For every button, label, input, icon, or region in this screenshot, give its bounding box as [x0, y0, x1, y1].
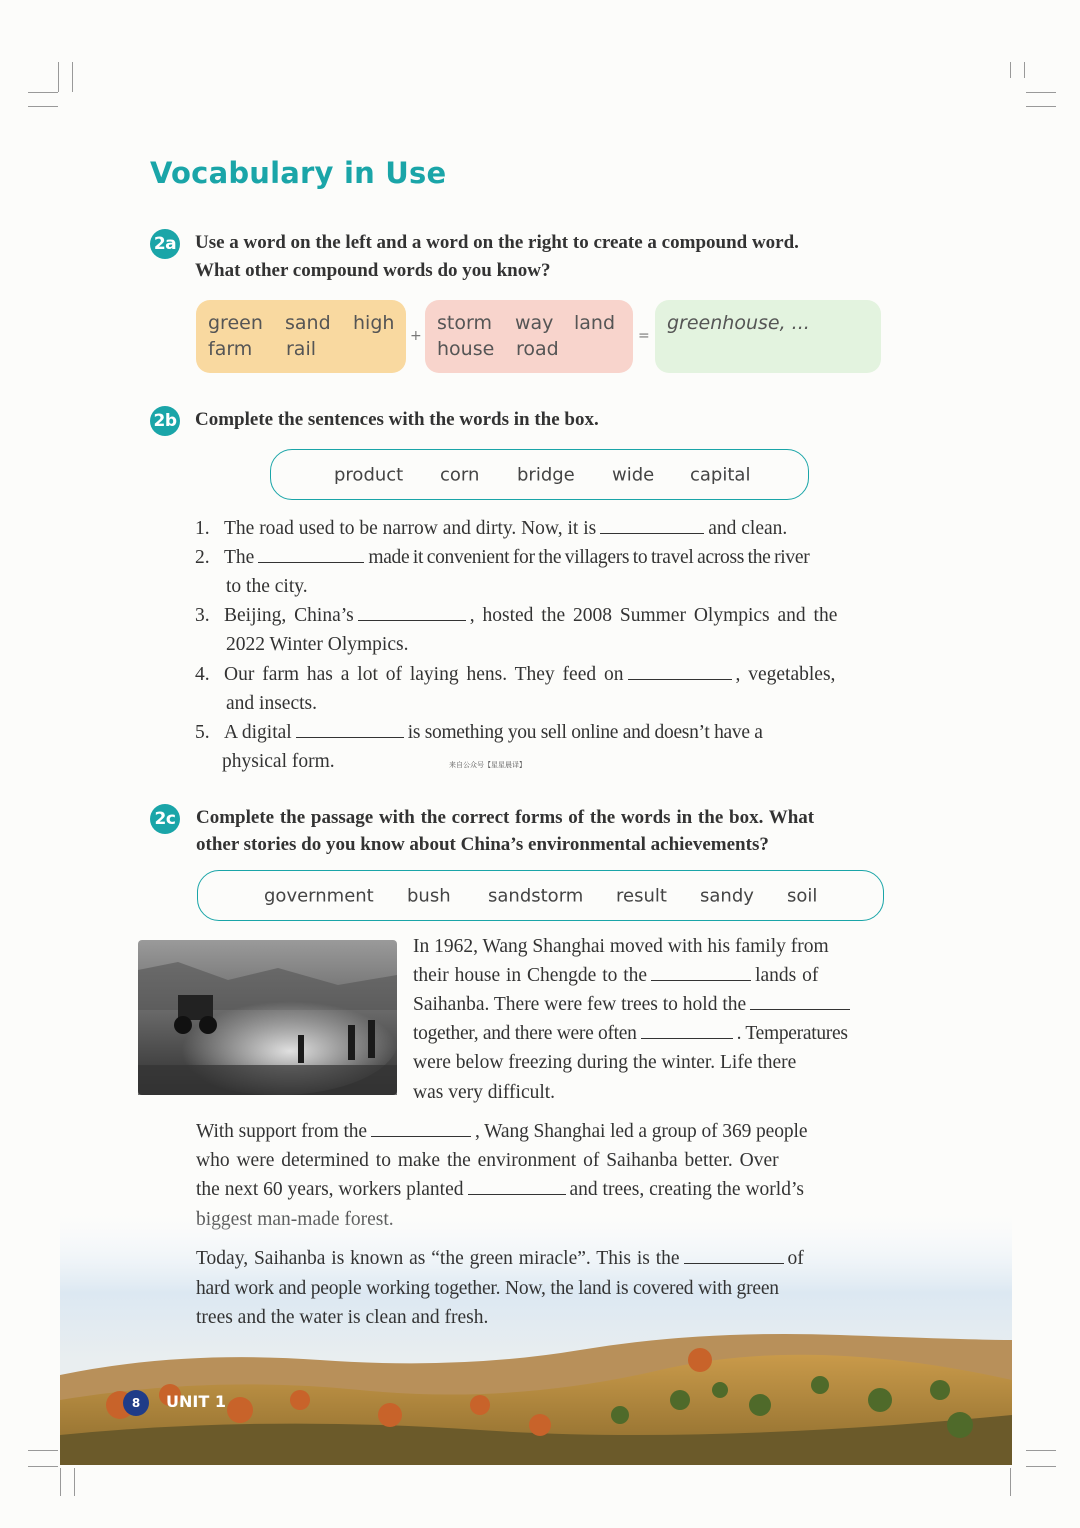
sentence-3-cont: 2022 Winter Olympics.	[226, 634, 409, 655]
sentence-text: A digital	[224, 722, 292, 743]
passage-text: Today, Saihanba is known as “the green miracle”. This is the	[196, 1248, 680, 1269]
word-wide: wide	[612, 464, 655, 485]
answer-blank[interactable]	[651, 979, 751, 981]
answer-blank[interactable]	[296, 736, 404, 738]
sentence-5-cont: physical form.	[222, 751, 335, 772]
word-box-2b	[270, 449, 809, 500]
passage-p3-line1	[196, 1248, 804, 1270]
crop-mark	[1026, 1466, 1056, 1467]
word-bush: bush	[407, 885, 451, 906]
sentence-2	[224, 547, 809, 569]
landscape-photo	[60, 1200, 1012, 1465]
answer-blank[interactable]	[468, 1193, 566, 1195]
word-product: product	[334, 464, 404, 485]
answer-blank[interactable]	[258, 561, 364, 563]
instruction-2b: Complete the sentences with the words in the box.	[195, 409, 599, 430]
sentence-text: The road used to be narrow and dirty. Now, it is	[224, 518, 597, 539]
passage-p3-line3: trees and the water is clean and fresh.	[196, 1307, 489, 1328]
badge-2b: 2b	[150, 406, 180, 436]
sentence-5	[224, 722, 763, 744]
instruction-2c-line2: other stories do you know about China’s environmental achievements?	[196, 834, 769, 855]
passage-p1-line5: were below freezing during the winter. Life there	[413, 1052, 797, 1073]
word-box-2c	[197, 870, 884, 921]
left-words-box	[196, 300, 406, 373]
passage-p1-line3	[413, 994, 854, 1016]
example-compound: greenhouse, ...	[667, 312, 810, 334]
word-land: land	[574, 312, 616, 334]
page-number: 8	[123, 1390, 149, 1416]
word-government: government	[264, 885, 374, 906]
word-high: high	[353, 312, 395, 334]
passage-p1-line2	[413, 965, 818, 987]
crop-mark	[1026, 1450, 1056, 1451]
badge-2a: 2a	[150, 229, 180, 259]
answer-blank[interactable]	[358, 619, 466, 621]
crop-mark	[28, 1466, 58, 1467]
item-number: 5.	[195, 722, 210, 743]
crop-mark	[28, 92, 58, 93]
instruction-2c-line1: Complete the passage with the correct forms of the words in the box. What	[196, 807, 815, 828]
item-number: 3.	[195, 605, 210, 626]
crop-mark	[1026, 92, 1056, 93]
sentence-text: The	[224, 547, 255, 568]
item-number: 4.	[195, 664, 210, 685]
watermark: 来自公众号【星星晨译】	[449, 761, 526, 769]
instruction-2a-line1: Use a word on the left and a word on the right to create a compound word.	[195, 232, 799, 253]
badge-2c: 2c	[150, 804, 180, 834]
word-storm: storm	[437, 312, 492, 334]
crop-mark	[58, 62, 59, 92]
passage-p1-line6: was very difficult.	[413, 1082, 556, 1103]
sentence-text: , vegetables,	[735, 664, 836, 685]
sentence-text: Beijing, China’s	[224, 605, 354, 626]
sentence-4	[224, 664, 835, 686]
word-sandy: sandy	[700, 885, 754, 906]
crop-mark	[1024, 62, 1025, 78]
passage-text: together, and there were often	[413, 1023, 637, 1044]
item-number: 2.	[195, 547, 210, 568]
word-result: result	[616, 885, 667, 906]
word-way: way	[515, 312, 554, 334]
word-sand: sand	[285, 312, 331, 334]
sentence-text: , hosted the 2008 Summer Olympics and the	[469, 605, 838, 626]
sentence-4-cont: and insects.	[226, 693, 317, 714]
item-number: 1.	[195, 518, 210, 539]
word-green: green	[208, 312, 263, 334]
crop-mark	[60, 1468, 61, 1496]
passage-p2-line2: who were determined to make the environment of Saihanba better. Over	[196, 1150, 779, 1171]
crop-mark	[28, 1450, 58, 1451]
word-road: road	[516, 338, 559, 360]
crop-mark	[1010, 62, 1011, 78]
passage-p1-line4	[413, 1023, 848, 1045]
word-sandstorm: sandstorm	[488, 885, 584, 906]
word-soil: soil	[787, 885, 818, 906]
sentence-3	[224, 605, 837, 627]
passage-p2-line1	[196, 1121, 807, 1143]
answer-blank[interactable]	[750, 1008, 850, 1010]
crop-mark	[74, 1468, 75, 1496]
sentence-1	[224, 518, 787, 540]
sentence-text: Our farm has a lot of laying hens. They feed on	[224, 664, 624, 685]
answer-blank[interactable]	[371, 1135, 471, 1137]
passage-text: of	[787, 1248, 804, 1269]
passage-p1-line1: In 1962, Wang Shanghai moved with his family from	[413, 936, 829, 957]
word-capital: capital	[690, 464, 751, 485]
passage-text: With support from the	[196, 1121, 367, 1142]
passage-text: . Temperatures	[736, 1023, 848, 1044]
passage-text: the next 60 years, workers planted	[196, 1179, 464, 1200]
word-rail: rail	[286, 338, 317, 360]
historical-photo	[138, 940, 397, 1095]
passage-p2-line3	[196, 1179, 804, 1201]
sentence-text: and clean.	[708, 518, 788, 539]
passage-text: and trees, creating the world’s	[569, 1179, 804, 1200]
right-words-box	[425, 300, 633, 373]
plus-sign: +	[410, 328, 422, 344]
answer-blank[interactable]	[628, 678, 732, 680]
crop-mark	[1010, 1468, 1011, 1496]
word-bridge: bridge	[517, 464, 575, 485]
instruction-2a-line2: What other compound words do you know?	[195, 260, 551, 281]
word-house: house	[437, 338, 495, 360]
crop-mark	[72, 62, 73, 92]
word-farm: farm	[208, 338, 253, 360]
sentence-text: made it convenient for the villagers to travel across the river	[368, 547, 810, 568]
passage-text: Saihanba. There were few trees to hold the	[413, 994, 747, 1015]
unit-label: UNIT 1	[166, 1392, 226, 1411]
sentence-text: is something you sell online and doesn’t have a	[407, 722, 763, 743]
result-box	[655, 300, 881, 373]
crop-mark	[28, 106, 58, 107]
answer-blank[interactable]	[641, 1037, 733, 1039]
passage-text: , Wang Shanghai led a group of 369 people	[474, 1121, 808, 1142]
answer-blank[interactable]	[684, 1262, 784, 1264]
sentence-2-cont: to the city.	[226, 576, 308, 597]
word-corn: corn	[440, 464, 480, 485]
page-title: Vocabulary in Use	[150, 156, 447, 190]
passage-text: lands of	[755, 965, 819, 986]
passage-p3-line2: hard work and people working together. Now, the land is covered with green	[196, 1278, 779, 1299]
crop-mark	[1026, 106, 1056, 107]
passage-text: their house in Chengde to the	[413, 965, 648, 986]
answer-blank[interactable]	[600, 532, 704, 534]
equals-sign: =	[638, 328, 650, 344]
